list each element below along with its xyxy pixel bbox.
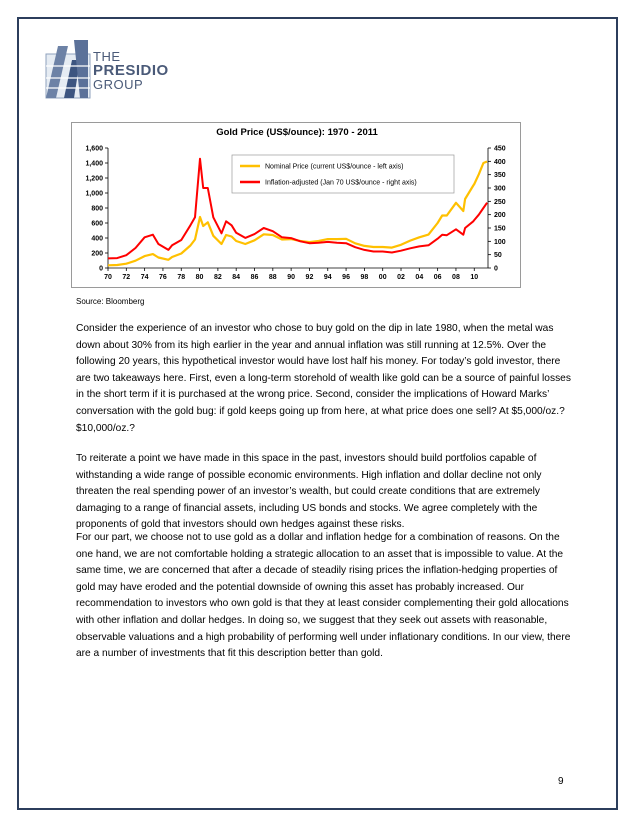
right-axis-tick-label: 350 xyxy=(494,172,506,180)
paragraph-2: To reiterate a point we have made in this space in the past, investors should build portfolios capable of withstanding a wide range of possible economic environments. High inflation and dollar decline not only threaten the real spending power of an investor’s wealth, but could create conditions that are extremely damaging to a range of financial assets, including US bonds and stocks. We agree completely with the proponents of gold that investors should own hedges against these risks. xyxy=(76,453,542,531)
paragraph-3: For our part, we choose not to use gold as a dollar and inflation hedge for a combination of reasons. On the one hand, we are not comfortable holding a strategic allocation to an asset that is impossible to value. At the same time, we are concerned that after a decade of steadily rising prices the inflation-hedging properties of gold may have eroded and the potential downside of owning this asset has probably increased. Our recommendation to investors who own gold is that they at least consider complementing their gold allocations with other inflation and dollar hedges. In doing so, we suggest that they seek out assets with reasonable, observable valuations and a high probability of performing well under inflationary conditions. In our view, there are a number of investments that fit this description better than gold. xyxy=(76,532,571,660)
x-axis-tick-label: 80 xyxy=(195,274,204,281)
x-axis-tick-label: 74 xyxy=(140,274,149,281)
x-axis-tick-label: 92 xyxy=(305,274,314,281)
logo-group: GROUP xyxy=(93,77,144,92)
right-axis-tick-label: 400 xyxy=(494,158,506,166)
x-axis-tick-label: 04 xyxy=(415,274,424,281)
x-axis-tick-label: 10 xyxy=(470,274,479,281)
right-axis-tick-label: 300 xyxy=(494,185,506,193)
logo-mark xyxy=(46,40,90,98)
left-axis-tick-label: 800 xyxy=(91,205,103,213)
x-axis-tick-label: 86 xyxy=(250,274,259,281)
right-axis-tick-label: 200 xyxy=(494,212,506,220)
left-axis-tick-label: 0 xyxy=(99,265,103,273)
right-axis-tick-label: 0 xyxy=(494,265,498,273)
x-axis-tick-label: 70 xyxy=(104,274,112,281)
logo-wordmark xyxy=(93,50,169,92)
logo-the: THE xyxy=(93,49,121,64)
x-axis-tick-label: 78 xyxy=(177,274,186,281)
x-axis-tick-label: 94 xyxy=(323,274,332,281)
left-axis-tick-label: 400 xyxy=(91,235,103,243)
x-axis-tick-label: 84 xyxy=(232,274,241,281)
right-axis-tick-label: 250 xyxy=(494,198,506,206)
chart-legend xyxy=(232,155,454,193)
left-axis-tick-label: 200 xyxy=(91,250,103,258)
paragraph-1: Consider the experience of an investor who chose to buy gold on the dip in late 1980, when the metal was down about 30% from its high earlier in the year and annual inflation was still running at 12.5%. Over the following 20 years, this hypothetical investor would have lost half his money. For today’s gold investor, there are two takeaways here. First, even a long-term storehold of wealth like gold can be a source of painful losses in the short term if it is purchased at the wrong price. Second, consider the implications of Howard Marks’ conversation with the gold bug: if gold keeps going up from here, at what price does one sell? At $5,000/oz.? $10,000/oz.? xyxy=(76,323,571,434)
right-axis-tick-label: 100 xyxy=(494,238,506,246)
legend-nominal-label: Nominal Price (current US$/ounce - left axis) xyxy=(265,163,404,171)
chart-plot xyxy=(72,123,520,287)
x-axis-tick-label: 08 xyxy=(452,274,460,281)
right-axis-tick-label: 150 xyxy=(494,225,506,233)
gold-price-chart xyxy=(71,122,521,288)
x-axis-tick-label: 72 xyxy=(122,274,131,281)
left-axis-tick-label: 600 xyxy=(91,220,103,228)
left-axis-tick-label: 1,400 xyxy=(85,160,103,168)
left-axis-tick-label: 1,200 xyxy=(85,175,103,183)
logo-presidio: PRESIDIO xyxy=(93,62,169,79)
left-axis-tick-label: 1,600 xyxy=(85,145,103,153)
x-axis-tick-label: 82 xyxy=(213,274,222,281)
x-axis-tick-label: 90 xyxy=(287,274,296,281)
chart-source: Source: Bloomberg xyxy=(76,297,145,306)
page-number: 9 xyxy=(558,776,564,787)
chart-title: Gold Price (US$/ounce): 1970 - 2011 xyxy=(216,127,378,138)
x-axis-tick-label: 96 xyxy=(342,274,350,281)
x-axis-tick-label: 00 xyxy=(378,274,387,281)
left-axis-tick-label: 1,000 xyxy=(85,190,103,198)
x-axis-tick-label: 88 xyxy=(268,274,277,281)
x-axis-tick-label: 98 xyxy=(360,274,369,281)
right-axis-tick-label: 450 xyxy=(494,145,506,153)
legend-adjusted-label: Inflation-adjusted (Jan 70 US$/ounce - right axis) xyxy=(265,179,417,187)
right-axis-tick-label: 50 xyxy=(494,252,502,260)
x-axis-tick-label: 02 xyxy=(397,274,405,281)
x-axis-tick-label: 06 xyxy=(433,274,442,281)
x-axis-tick-label: 76 xyxy=(159,274,167,281)
